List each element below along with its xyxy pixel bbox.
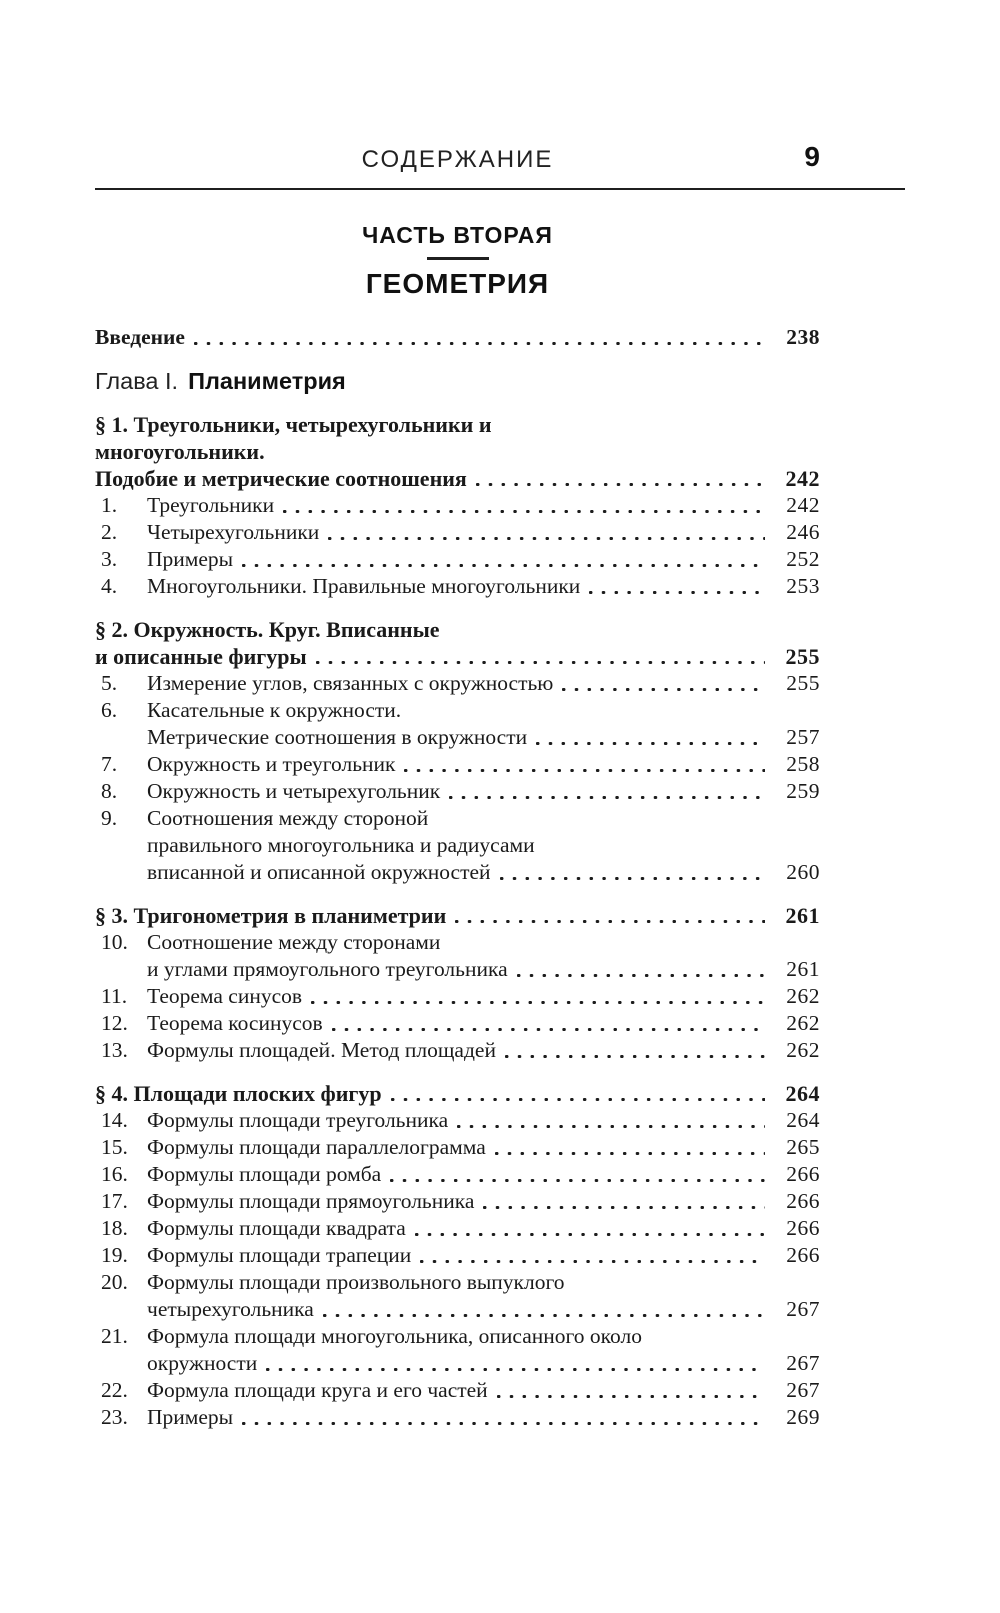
toc-entry-item xyxy=(95,805,820,886)
page-header xyxy=(95,141,905,178)
entry-text: Соотношение между сторонами xyxy=(147,930,441,954)
toc-line xyxy=(147,859,820,886)
item-number: 10. xyxy=(101,930,128,954)
entry-page-number: 253 xyxy=(786,574,820,598)
header-rule xyxy=(95,188,905,190)
entry-page-number: 264 xyxy=(786,1108,820,1132)
toc-line xyxy=(147,956,820,983)
item-number: 20. xyxy=(101,1270,128,1294)
toc-line xyxy=(147,697,820,724)
toc-line xyxy=(147,983,820,1010)
item-number: 3. xyxy=(101,547,118,571)
toc-entry-item xyxy=(95,1107,820,1134)
page-title: СОДЕРЖАНИЕ xyxy=(361,146,554,173)
toc-line xyxy=(147,519,820,546)
entry-page-number: 255 xyxy=(785,644,820,669)
toc-line xyxy=(147,1404,820,1431)
entry-page-number: 259 xyxy=(786,779,820,803)
item-body xyxy=(147,1404,820,1431)
toc-entry-item xyxy=(95,1134,820,1161)
item-number: 19. xyxy=(101,1243,128,1267)
entry-page-number: 242 xyxy=(785,466,820,491)
toc-line xyxy=(147,778,820,805)
dot-leader xyxy=(242,564,765,567)
item-body xyxy=(147,1010,820,1037)
entry-text: Примеры xyxy=(147,1405,234,1429)
dot-leader xyxy=(497,1395,765,1398)
toc-entry-item xyxy=(95,1215,820,1242)
toc-line xyxy=(147,1161,820,1188)
dot-leader xyxy=(316,661,765,664)
toc-line xyxy=(147,546,820,573)
item-number: 8. xyxy=(101,779,118,803)
toc-line xyxy=(147,1350,820,1377)
toc-entry-item xyxy=(95,1377,820,1404)
entry-page-number: 257 xyxy=(786,725,820,749)
entry-page-number: 258 xyxy=(786,752,820,776)
item-number: 12. xyxy=(101,1011,128,1035)
toc-line xyxy=(147,670,820,697)
toc-line xyxy=(147,1010,820,1037)
part-heading xyxy=(95,222,820,300)
item-number: 16. xyxy=(101,1162,128,1186)
entry-page-number: 261 xyxy=(785,903,820,928)
toc-entry-intro xyxy=(95,324,820,351)
item-body xyxy=(147,1037,820,1064)
dot-leader xyxy=(505,1055,765,1058)
toc-line xyxy=(147,1323,820,1350)
item-body xyxy=(147,1134,820,1161)
toc-line xyxy=(147,1188,820,1215)
toc-entry-item xyxy=(95,1188,820,1215)
item-number: 5. xyxy=(101,671,118,695)
toc-entry-item xyxy=(95,1010,820,1037)
item-number: 1. xyxy=(101,493,118,517)
toc-entry-section xyxy=(95,1080,820,1107)
toc-list xyxy=(95,324,820,1431)
entry-text: Измерение углов, связанных с окружностью xyxy=(147,671,554,695)
item-body xyxy=(147,929,820,983)
toc-entry-item xyxy=(95,778,820,805)
entry-text: Окружность и четырехугольник xyxy=(147,779,441,803)
content-column xyxy=(95,222,905,1431)
toc-entry-item xyxy=(95,929,820,983)
entry-page-number: 266 xyxy=(786,1162,820,1186)
dot-leader xyxy=(283,510,765,513)
chapter-title: Планиметрия xyxy=(188,368,346,394)
dot-leader xyxy=(495,1152,765,1155)
item-number: 11. xyxy=(101,984,128,1008)
entry-page-number: 262 xyxy=(786,984,820,1008)
entry-page-number: 262 xyxy=(786,1038,820,1062)
item-number: 21. xyxy=(101,1324,128,1348)
part-title: ГЕОМЕТРИЯ xyxy=(365,268,550,299)
toc-entry-item xyxy=(95,1323,820,1377)
toc-entry-section xyxy=(95,902,820,929)
entry-text: многоугольники. xyxy=(95,439,265,464)
entry-text: Формулы площади трапеции xyxy=(147,1243,412,1267)
entry-page-number: 238 xyxy=(786,325,820,349)
entry-text: Окружность и треугольник xyxy=(147,752,396,776)
entry-text: и описанные фигуры xyxy=(95,644,307,669)
entry-page-number: 267 xyxy=(786,1378,820,1402)
entry-text: окружности xyxy=(147,1351,258,1375)
dot-leader xyxy=(328,537,765,540)
entry-page-number: 267 xyxy=(786,1351,820,1375)
entry-page-number: 246 xyxy=(786,520,820,544)
entry-page-number: 261 xyxy=(786,957,820,981)
item-number: 14. xyxy=(101,1108,128,1132)
item-number: 22. xyxy=(101,1378,128,1402)
toc-line xyxy=(147,1296,820,1323)
item-body xyxy=(147,670,820,697)
entry-text: Введение xyxy=(95,325,185,349)
toc-entry-item xyxy=(95,751,820,778)
toc-line xyxy=(95,324,820,351)
dot-leader xyxy=(457,1125,765,1128)
dot-leader xyxy=(404,769,765,772)
entry-page-number: 264 xyxy=(785,1081,820,1106)
dot-leader xyxy=(266,1368,765,1371)
toc-entry-item xyxy=(95,1161,820,1188)
toc-entry-item xyxy=(95,697,820,751)
item-number: 9. xyxy=(101,806,118,830)
toc-entry-item xyxy=(95,492,820,519)
toc-line xyxy=(95,643,820,670)
entry-text: Треугольники xyxy=(147,493,275,517)
entry-text: Теорема косинусов xyxy=(147,1011,323,1035)
entry-page-number: 266 xyxy=(786,1189,820,1213)
toc-chapter xyxy=(95,368,820,395)
item-body xyxy=(147,697,820,751)
toc-line xyxy=(147,805,820,832)
dot-leader xyxy=(536,742,765,745)
dot-leader xyxy=(517,974,765,977)
toc-entry-item xyxy=(95,1037,820,1064)
entry-text: Формулы площади произвольного выпуклого xyxy=(147,1270,565,1294)
item-body xyxy=(147,492,820,519)
dot-leader xyxy=(449,796,765,799)
entry-text: § 3. Тригонометрия в планиметрии xyxy=(95,903,447,928)
entry-text: вписанной и описанной окружностей xyxy=(147,860,491,884)
entry-page-number: 255 xyxy=(786,671,820,695)
entry-text: Соотношения между стороной xyxy=(147,806,429,830)
entry-text: и углами прямоугольного треугольника xyxy=(147,957,508,981)
toc-line xyxy=(147,1134,820,1161)
entry-text: Формулы площади параллелограмма xyxy=(147,1135,486,1159)
toc-line xyxy=(147,832,820,859)
toc-entry-section xyxy=(95,411,820,492)
toc-entry-item xyxy=(95,670,820,697)
dot-leader xyxy=(476,483,765,486)
entry-text: § 2. Окружность. Круг. Вписанные xyxy=(95,617,440,642)
entry-text: четырехугольника xyxy=(147,1297,314,1321)
entry-text: Формулы площади ромба xyxy=(147,1162,382,1186)
entry-page-number: 266 xyxy=(786,1243,820,1267)
entry-text: § 1. Треугольники, четырехугольники и xyxy=(95,412,492,437)
part-kicker: ЧАСТЬ ВТОРАЯ xyxy=(362,222,553,248)
entry-text: Формулы площади квадрата xyxy=(147,1216,406,1240)
item-body xyxy=(147,805,820,886)
toc-entry-item xyxy=(95,1404,820,1431)
toc-entry-item xyxy=(95,1242,820,1269)
entry-text: Примеры xyxy=(147,547,234,571)
dot-leader xyxy=(311,1001,765,1004)
item-body xyxy=(147,751,820,778)
item-number: 18. xyxy=(101,1216,128,1240)
toc-line xyxy=(147,1215,820,1242)
entry-page-number: 242 xyxy=(786,493,820,517)
item-body xyxy=(147,519,820,546)
item-body xyxy=(147,1242,820,1269)
entry-text: Многоугольники. Правильные многоугольники xyxy=(147,574,581,598)
toc-line xyxy=(95,438,820,465)
toc-entry-section xyxy=(95,616,820,670)
item-body xyxy=(147,1161,820,1188)
dot-leader xyxy=(390,1179,765,1182)
toc-line xyxy=(147,1107,820,1134)
entry-text: Формула площади многоугольника, описанного около xyxy=(147,1324,642,1348)
toc-line xyxy=(147,1037,820,1064)
item-body xyxy=(147,983,820,1010)
dot-leader xyxy=(323,1314,765,1317)
chapter-prefix: Глава I. xyxy=(95,368,179,394)
dot-leader xyxy=(194,342,765,345)
entry-text: Формулы площадей. Метод площадей xyxy=(147,1038,496,1062)
dot-leader xyxy=(242,1422,765,1425)
toc-line xyxy=(147,1242,820,1269)
dot-leader xyxy=(455,920,765,923)
toc-line xyxy=(147,1269,820,1296)
dot-leader xyxy=(562,688,765,691)
entry-page-number: 267 xyxy=(786,1297,820,1321)
item-number: 4. xyxy=(101,574,118,598)
item-number: 2. xyxy=(101,520,118,544)
entry-text: Четырехугольники xyxy=(147,520,320,544)
entry-text: правильного многоугольника и радиусами xyxy=(147,833,535,857)
item-number: 15. xyxy=(101,1135,128,1159)
entry-page-number: 269 xyxy=(786,1405,820,1429)
entry-text: Формулы площади треугольника xyxy=(147,1108,449,1132)
dot-leader xyxy=(420,1260,765,1263)
item-body xyxy=(147,1377,820,1404)
toc-line xyxy=(95,902,820,929)
toc-entry-item xyxy=(95,546,820,573)
toc-line xyxy=(147,929,820,956)
entry-page-number: 252 xyxy=(786,547,820,571)
toc-line xyxy=(147,492,820,519)
entry-text: Касательные к окружности. xyxy=(147,698,402,722)
item-number: 17. xyxy=(101,1189,128,1213)
dot-leader xyxy=(500,877,765,880)
entry-page-number: 266 xyxy=(786,1216,820,1240)
item-body xyxy=(147,1107,820,1134)
entry-text: Подобие и метрические соотношения xyxy=(95,466,467,491)
toc-entry-item xyxy=(95,1269,820,1323)
toc-line xyxy=(95,465,820,492)
toc-line xyxy=(95,616,820,643)
toc-line xyxy=(95,1080,820,1107)
toc-entry-item xyxy=(95,983,820,1010)
toc-line xyxy=(95,411,820,438)
toc-entry-item xyxy=(95,573,820,600)
entry-page-number: 262 xyxy=(786,1011,820,1035)
item-body xyxy=(147,546,820,573)
item-number: 7. xyxy=(101,752,118,776)
entry-text: Формула площади круга и его частей xyxy=(147,1378,488,1402)
toc-line xyxy=(147,724,820,751)
toc-line xyxy=(147,1377,820,1404)
item-body xyxy=(147,1323,820,1377)
item-number: 13. xyxy=(101,1038,128,1062)
item-body xyxy=(147,1269,820,1323)
entry-page-number: 265 xyxy=(786,1135,820,1159)
item-body xyxy=(147,573,820,600)
toc-line xyxy=(147,573,820,600)
entry-page-number: 260 xyxy=(786,860,820,884)
dot-leader xyxy=(391,1098,765,1101)
entry-text: § 4. Площади плоских фигур xyxy=(95,1081,382,1106)
item-number: 23. xyxy=(101,1405,128,1429)
item-body xyxy=(147,778,820,805)
dot-leader xyxy=(415,1233,765,1236)
toc-line xyxy=(147,751,820,778)
header-page-number: 9 xyxy=(804,141,820,172)
toc-entry-item xyxy=(95,519,820,546)
item-body xyxy=(147,1188,820,1215)
item-number: 6. xyxy=(101,698,118,722)
entry-text: Формулы площади прямоугольника xyxy=(147,1189,475,1213)
item-body xyxy=(147,1215,820,1242)
entry-text: Теорема синусов xyxy=(147,984,303,1008)
dot-leader xyxy=(332,1028,765,1031)
part-divider xyxy=(427,257,489,260)
entry-text: Метрические соотношения в окружности xyxy=(147,725,528,749)
dot-leader xyxy=(589,591,765,594)
dot-leader xyxy=(483,1206,765,1209)
